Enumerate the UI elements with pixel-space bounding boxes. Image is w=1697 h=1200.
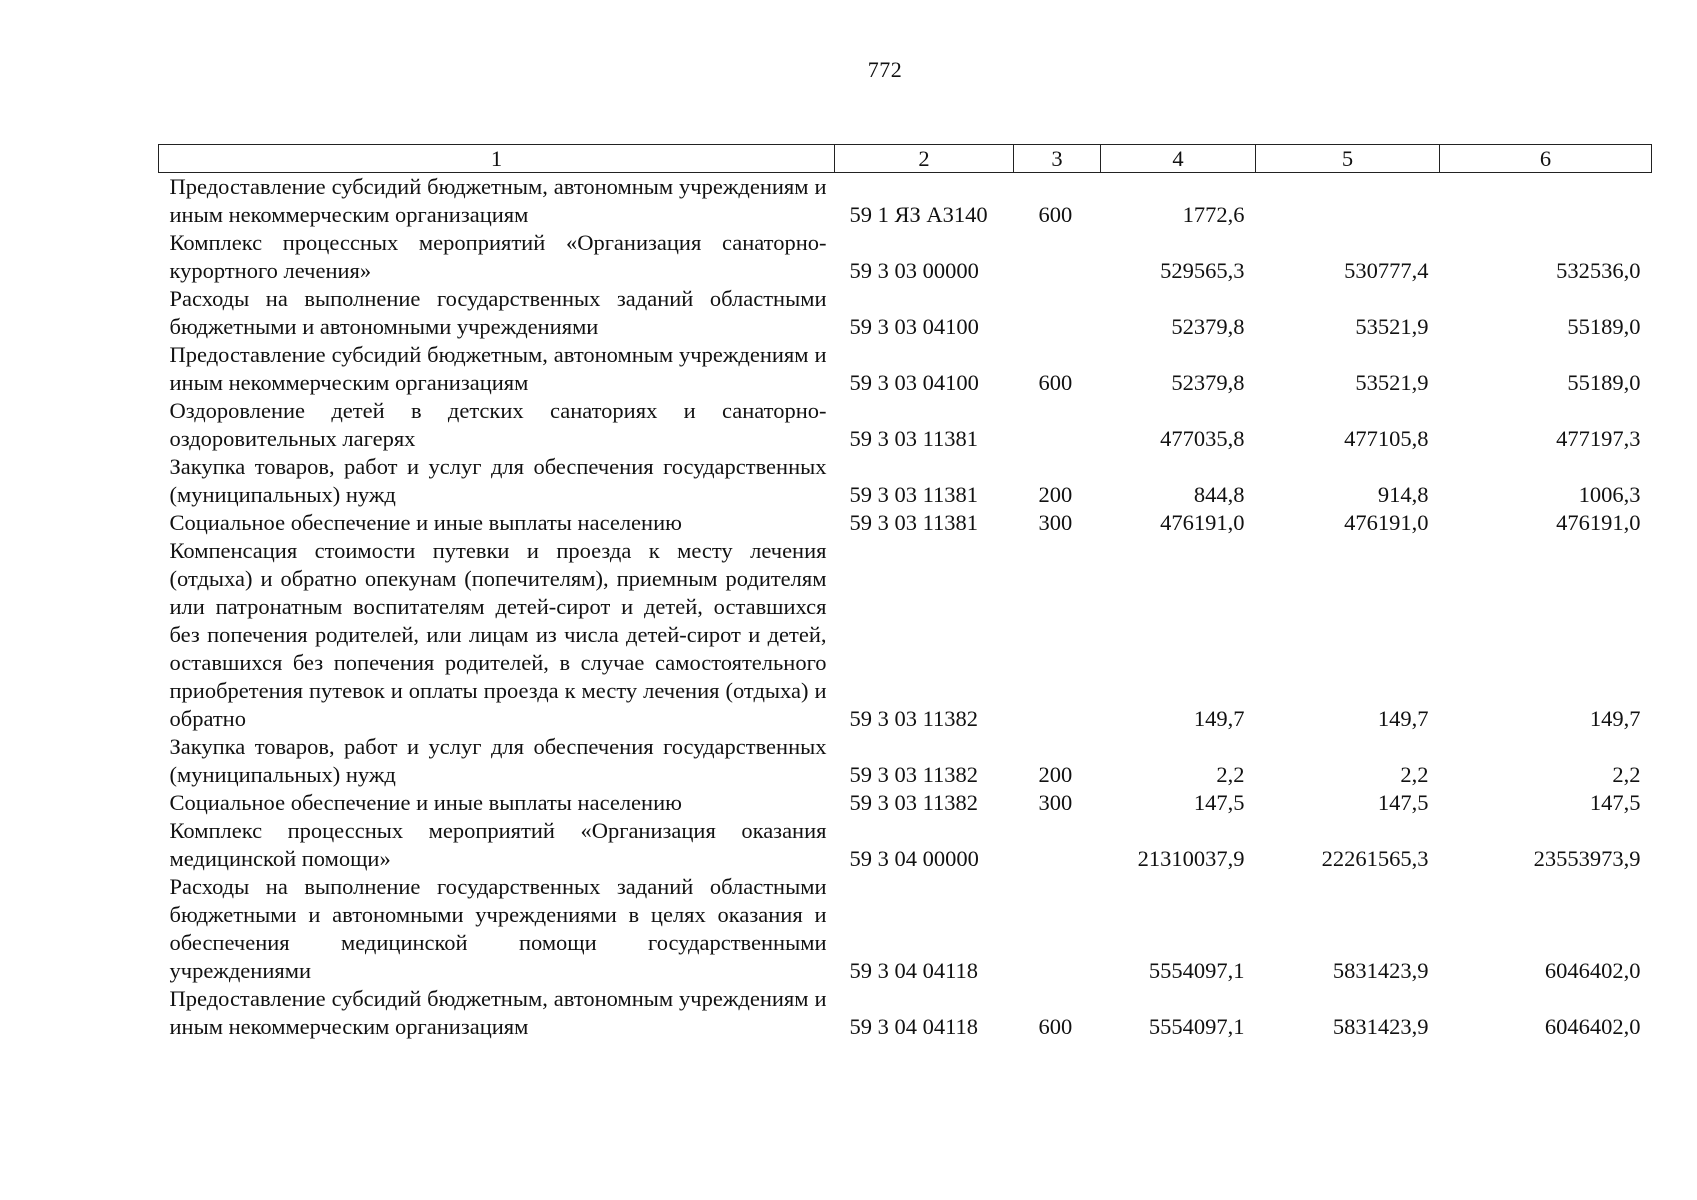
row-value-2: 2,2 [1400, 762, 1429, 787]
row-value-3: 55189,0 [1567, 370, 1641, 395]
row-value-1: 477035,8 [1160, 426, 1245, 451]
row-value-1: 149,7 [1193, 706, 1245, 731]
row-code: 59 3 03 04100 [849, 370, 979, 395]
row-code: 59 3 03 04100 [849, 314, 979, 339]
table-row [159, 285, 1652, 341]
table-row [159, 341, 1652, 397]
column-header-1: 1 [159, 145, 835, 173]
row-name: Предоставление субсидий бюджетным, автономным учреждениям и иным некоммерческим организациям [169, 174, 827, 227]
row-value-2: 5831423,9 [1332, 958, 1429, 983]
row-code: 59 3 04 00000 [849, 846, 979, 871]
row-value-2: 53521,9 [1355, 370, 1429, 395]
row-name: Закупка товаров, работ и услуг для обеспечения государственных (муниципальных) нужд [169, 454, 827, 507]
table-row [159, 873, 1652, 985]
table-row [159, 817, 1652, 873]
row-value-1: 21310037,9 [1137, 846, 1245, 871]
row-expense-type [1014, 397, 1101, 453]
row-name: Комплекс процессных мероприятий «Организация санаторно-курортного лечения» [169, 230, 827, 283]
row-name: Комплекс процессных мероприятий «Организация оказания медицинской помощи» [169, 818, 827, 871]
row-expense-type: 200 [1038, 482, 1073, 507]
row-code: 59 1 ЯЗ А3140 [849, 202, 988, 227]
row-value-2: 914,8 [1377, 482, 1429, 507]
row-name: Расходы на выполнение государственных заданий областными бюджетными и автономными учреждениями в целях оказания и обеспечения медицинской помощи государственными учреждениями [169, 874, 827, 983]
row-value-3: 2,2 [1612, 762, 1641, 787]
row-value-2: 530777,4 [1344, 258, 1429, 283]
row-value-3: 6046402,0 [1544, 1014, 1641, 1039]
row-name: Социальное обеспечение и иные выплаты населению [169, 790, 682, 815]
row-value-3: 55189,0 [1567, 314, 1641, 339]
row-value-1: 5554097,1 [1148, 958, 1245, 983]
row-value-2: 22261565,3 [1321, 846, 1429, 871]
row-expense-type: 600 [1038, 1014, 1073, 1039]
row-value-3: 149,7 [1589, 706, 1641, 731]
header-row [159, 145, 1652, 173]
row-name: Закупка товаров, работ и услуг для обеспечения государственных (муниципальных) нужд [169, 734, 827, 787]
table-row [159, 229, 1652, 285]
row-code: 59 3 03 11382 [849, 762, 979, 787]
row-value-1: 476191,0 [1160, 510, 1245, 535]
row-expense-type [1014, 537, 1101, 733]
table-header [159, 145, 1652, 173]
table-row [159, 789, 1652, 817]
row-value-1: 5554097,1 [1148, 1014, 1245, 1039]
row-expense-type: 600 [1038, 370, 1073, 395]
row-expense-type [1014, 285, 1101, 341]
row-value-1: 529565,3 [1160, 258, 1245, 283]
row-code: 59 3 03 11381 [849, 510, 979, 535]
row-name: Оздоровление детей в детских санаториях и санаторно-оздоровительных лагерях [169, 398, 827, 451]
row-name: Компенсация стоимости путевки и проезда к месту лечения (отдыха) и обратно опекунам (попечителям), приемным родителям или патронатным воспитателям детей-сирот и детей, оставшихся без попечения родителей, или лицам из числа детей-сирот и детей, оставшихся без попечения родителей, в случае самостоятельного приобретения путевок и оплаты проезда к месту лечения (отдыха) и обратно [169, 538, 827, 731]
row-value-2 [1256, 173, 1440, 230]
column-header-6: 6 [1440, 145, 1652, 173]
row-value-3: 6046402,0 [1544, 958, 1641, 983]
row-expense-type [1014, 817, 1101, 873]
row-value-2: 149,7 [1377, 706, 1429, 731]
row-expense-type [1014, 873, 1101, 985]
row-code: 59 3 04 04118 [849, 1014, 979, 1039]
budget-table [158, 144, 1652, 1041]
row-value-1: 844,8 [1193, 482, 1245, 507]
row-name: Социальное обеспечение и иные выплаты населению [169, 510, 682, 535]
row-value-1: 52379,8 [1171, 370, 1245, 395]
table-body [159, 173, 1652, 1042]
row-expense-type: 300 [1038, 510, 1073, 535]
table-row [159, 537, 1652, 733]
row-value-1: 1772,6 [1182, 202, 1245, 227]
row-code: 59 3 03 11381 [849, 426, 979, 451]
table-row [159, 509, 1652, 537]
column-header-3: 3 [1014, 145, 1101, 173]
column-header-2: 2 [835, 145, 1014, 173]
row-code: 59 3 03 11381 [849, 482, 979, 507]
row-expense-type: 600 [1038, 202, 1073, 227]
row-value-2: 477105,8 [1344, 426, 1429, 451]
row-value-2: 476191,0 [1344, 510, 1429, 535]
row-expense-type: 300 [1038, 790, 1073, 815]
row-value-2: 147,5 [1377, 790, 1429, 815]
row-value-2: 53521,9 [1355, 314, 1429, 339]
row-name: Расходы на выполнение государственных заданий областными бюджетными и автономными учреждениями [169, 286, 827, 339]
row-value-3: 477197,3 [1556, 426, 1641, 451]
row-value-3 [1440, 173, 1652, 230]
column-header-5: 5 [1256, 145, 1440, 173]
row-value-3: 23553973,9 [1533, 846, 1641, 871]
row-code: 59 3 03 00000 [849, 258, 979, 283]
row-code: 59 3 03 11382 [849, 706, 979, 731]
table-row [159, 397, 1652, 453]
row-code: 59 3 04 04118 [849, 958, 979, 983]
row-code: 59 3 03 11382 [849, 790, 979, 815]
table-row [159, 985, 1652, 1041]
page-number: 772 [867, 57, 903, 82]
row-value-3: 147,5 [1589, 790, 1641, 815]
table-row [159, 453, 1652, 509]
row-expense-type [1014, 229, 1101, 285]
row-value-2: 5831423,9 [1332, 1014, 1429, 1039]
row-value-1: 147,5 [1193, 790, 1245, 815]
row-value-1: 2,2 [1216, 762, 1245, 787]
table-row [159, 173, 1652, 230]
row-name: Предоставление субсидий бюджетным, автономным учреждениям и иным некоммерческим организациям [169, 342, 827, 395]
row-expense-type: 200 [1038, 762, 1073, 787]
column-header-4: 4 [1101, 145, 1256, 173]
table-row [159, 733, 1652, 789]
row-value-3: 532536,0 [1556, 258, 1641, 283]
row-value-3: 476191,0 [1556, 510, 1641, 535]
row-name: Предоставление субсидий бюджетным, автономным учреждениям и иным некоммерческим организациям [169, 986, 827, 1039]
row-value-3: 1006,3 [1578, 482, 1641, 507]
row-value-1: 52379,8 [1171, 314, 1245, 339]
